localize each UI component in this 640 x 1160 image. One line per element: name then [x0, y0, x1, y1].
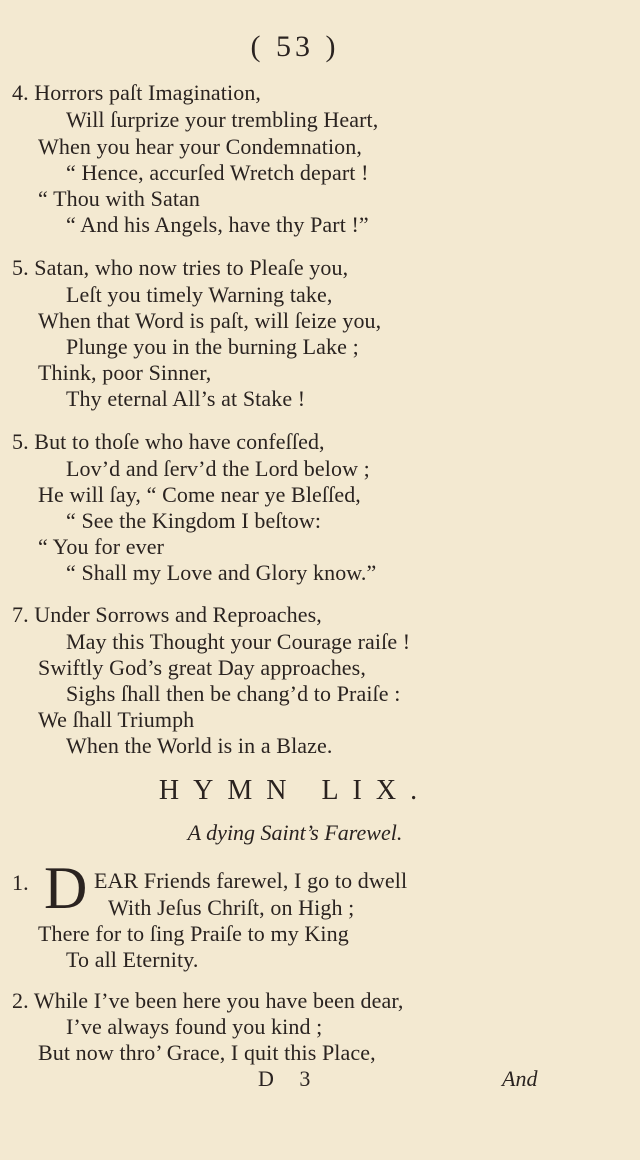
verse-line: But now thro’ Grace, I quit this Place,	[38, 1040, 376, 1065]
verse-line: 7. Under Sorrows and Reproaches,	[12, 602, 322, 627]
verse-line: Sighs ſhall then be chang’d to Praiſe :	[66, 681, 401, 706]
verse-line: With Jeſus Chriſt, on High ;	[108, 895, 355, 920]
verse-line: Think, poor Sinner,	[38, 360, 212, 385]
stanza-number: 1.	[12, 870, 29, 895]
hymn-title: HYMN LIX.	[158, 775, 432, 806]
page-number: ( 53 )	[250, 30, 340, 63]
verse-line: When you hear your Condemnation,	[38, 134, 362, 159]
verse-line: Thy eternal All’s at Stake !	[66, 386, 306, 411]
verse-line: 2. While I’ve been here you have been dear,	[12, 988, 404, 1013]
verse-line: We ſhall Triumph	[38, 707, 195, 732]
verse-line: When that Word is paſt, will ſeize you,	[38, 308, 382, 333]
signature-mark: D 3	[258, 1066, 321, 1091]
verse-line: 5. But to thoſe who have confeſſed,	[12, 429, 325, 454]
verse-line: “ Thou with Satan	[38, 186, 200, 211]
verse-line: Leſt you timely Warning take,	[66, 282, 333, 307]
catchword: And	[502, 1066, 538, 1091]
verse-line: 5. Satan, who now tries to Pleaſe you,	[12, 255, 349, 280]
verse-line: “ Shall my Love and Glory know.”	[66, 560, 377, 585]
verse-line: Lov’d and ſerv’d the Lord below ;	[66, 456, 370, 481]
verse-line: Swiftly God’s great Day approaches,	[38, 655, 366, 680]
verse-line: When the World is in a Blaze.	[66, 733, 333, 758]
verse-line: May this Thought your Courage raiſe !	[66, 629, 411, 654]
verse-line: There for to ſing Praiſe to my King	[38, 921, 349, 946]
drop-cap: D	[44, 855, 88, 921]
verse-line: “ You for ever	[38, 534, 165, 559]
hymn-subtitle: A dying Saint’s Farewel.	[187, 820, 403, 845]
verse-line: “ Hence, accurſed Wretch depart !	[66, 160, 369, 185]
verse-line: “ And his Angels, have thy Part !”	[66, 212, 369, 237]
verse-line: “ See the Kingdom I beſtow:	[66, 508, 322, 533]
verse-line: Plunge you in the burning Lake ;	[66, 334, 359, 359]
verse-line: EAR Friends farewel, I go to dwell	[94, 868, 408, 893]
verse-line: I’ve always found you kind ;	[66, 1014, 323, 1039]
verse-line: 4. Horrors paſt Imagination,	[12, 80, 262, 105]
verse-line: To all Eternity.	[66, 947, 199, 972]
verse-line: He will ſay, “ Come near ye Bleſſed,	[38, 482, 361, 507]
verse-line: Will ſurprize your trembling Heart,	[66, 107, 379, 132]
